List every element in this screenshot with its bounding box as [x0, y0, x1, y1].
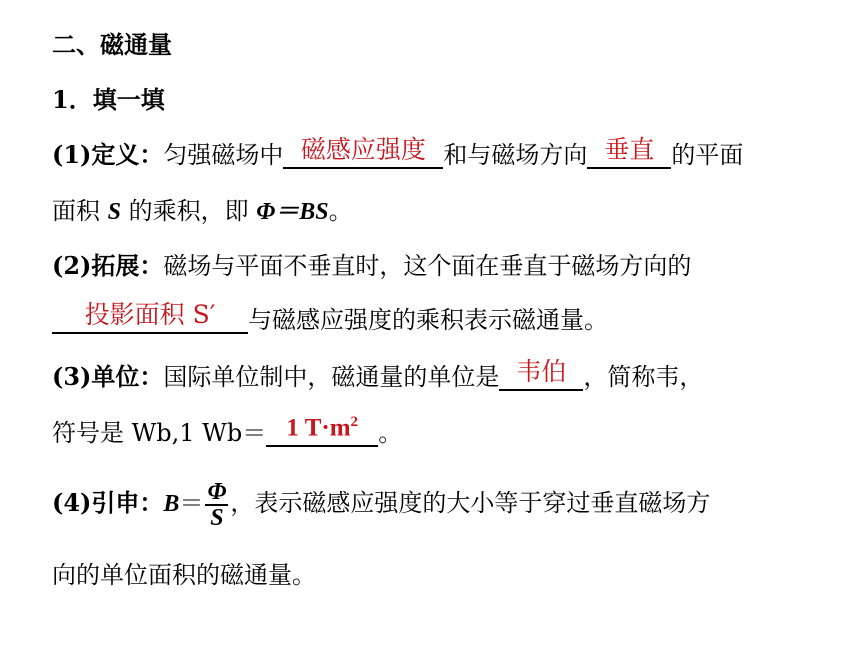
fraction-denominator: S — [210, 504, 224, 531]
definition-text-5: 的乘积，即 — [121, 197, 257, 225]
derivation-text-1: ，表示磁感应强度的大小等于穿过垂直磁场方 — [230, 489, 711, 517]
derivation-colon: ： — [139, 488, 164, 517]
symbol-s: S — [107, 199, 121, 225]
definition-answer-1: 磁感应强度 — [300, 135, 426, 164]
definition-answer-2: 垂直 — [604, 135, 655, 164]
definition-line-1 — [52, 135, 744, 170]
unit-text-2: ，简称韦， — [583, 363, 704, 391]
unit-answer-2 — [266, 408, 378, 442]
definition-text-1: 匀强磁场中 — [163, 141, 284, 169]
unit-colon: ： — [139, 362, 164, 391]
fraction-numerator: Φ — [207, 478, 227, 505]
unit-label: (3)单位 — [52, 362, 140, 391]
item-1-heading: 1．填一填 — [52, 85, 165, 114]
extension-label: (2)拓展 — [52, 251, 140, 280]
definition-text-3: 的平面 — [671, 141, 744, 169]
definition-label: (1)定义 — [52, 140, 140, 169]
unit-text-3: 符号是 Wb,1 Wb＝ — [52, 419, 267, 447]
derivation-line-1 — [52, 478, 710, 530]
extension-text-1: 磁场与平面不垂直时，这个面在垂直于磁场方向的 — [163, 252, 692, 280]
definition-line-2 — [52, 196, 353, 227]
symbol-b: B — [163, 491, 180, 517]
unit-answer-2-sup: 2 — [350, 413, 359, 430]
unit-blank-1 — [499, 357, 583, 391]
derivation-line-2: 向的单位面积的磁通量。 — [52, 561, 316, 589]
extension-text-2: 与磁感应强度的乘积表示磁通量。 — [248, 306, 608, 334]
unit-end: 。 — [378, 419, 403, 447]
flux-density-fraction — [205, 480, 228, 530]
unit-answer-1: 韦伯 — [516, 357, 567, 386]
extension-line-1 — [52, 251, 691, 281]
definition-blank-2 — [587, 135, 671, 169]
derivation-label: (4)引申 — [52, 488, 140, 517]
unit-answer-2-main: 1 T·m — [286, 414, 351, 441]
section-title: 二、磁通量 — [52, 30, 172, 59]
extension-line-2 — [52, 300, 608, 335]
definition-text-2: 和与磁场方向 — [443, 141, 588, 169]
definition-text-4: 面积 — [52, 197, 108, 225]
unit-blank-2 — [266, 413, 378, 447]
definition-end: 。 — [328, 197, 353, 225]
unit-line-2 — [52, 413, 403, 448]
extension-answer: 投影面积 S′ — [84, 300, 216, 329]
definition-colon: ： — [139, 140, 164, 169]
flux-formula: Φ＝BS — [256, 199, 329, 225]
extension-blank — [52, 300, 248, 334]
definition-blank-1 — [283, 135, 443, 169]
extension-colon: ： — [139, 251, 164, 280]
unit-line-1 — [52, 357, 704, 392]
unit-text-1: 国际单位制中，磁通量的单位是 — [163, 363, 500, 391]
equals-sign: ＝ — [179, 489, 204, 517]
